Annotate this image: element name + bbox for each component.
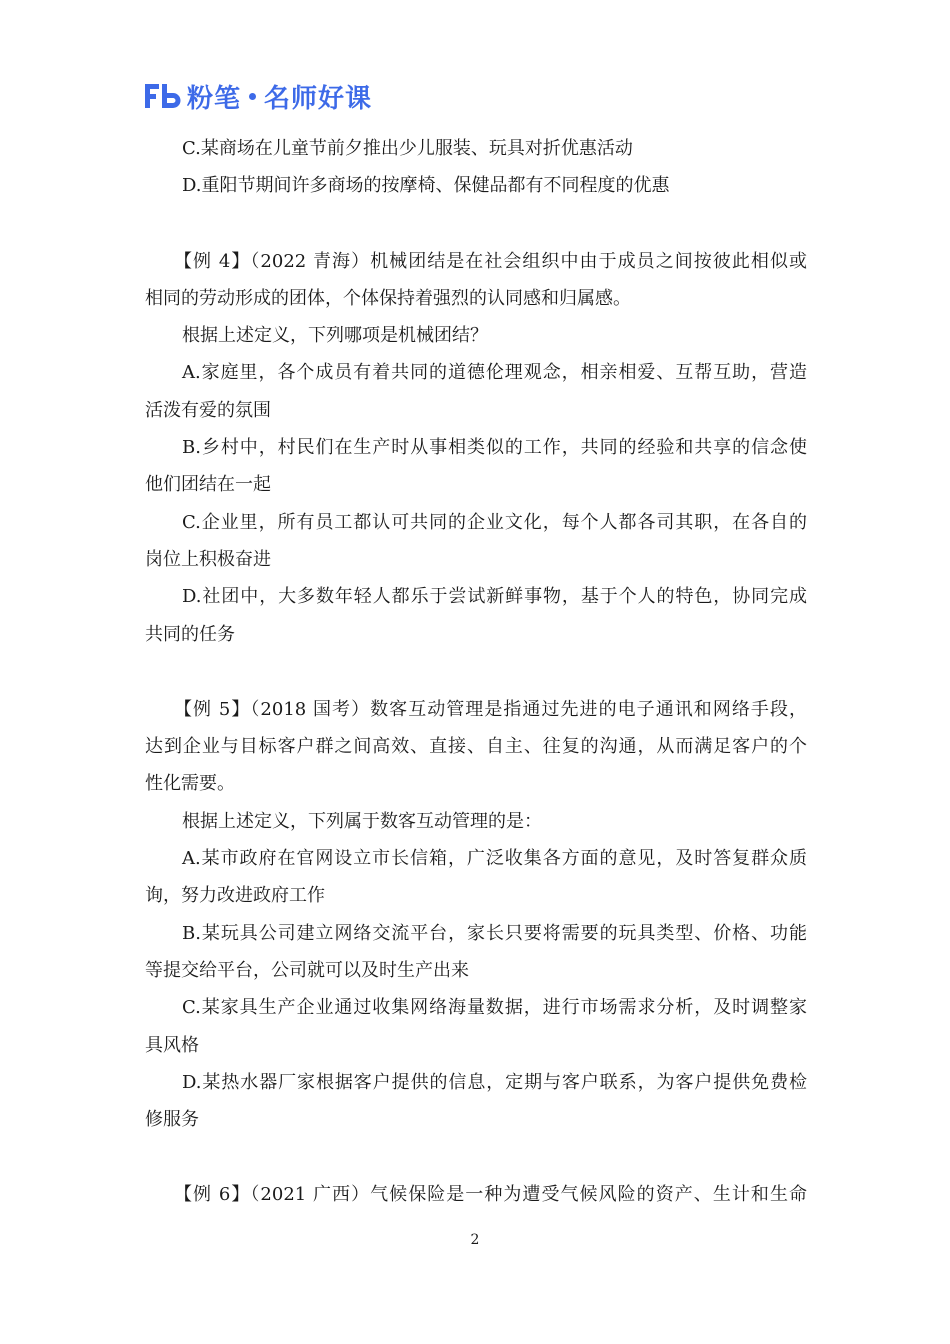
example-4: [145, 243, 807, 653]
example-5-option-d-line-2: 修服务: [145, 1109, 199, 1131]
example-4-option-a-line-2: 活泼有爱的氛围: [145, 399, 271, 421]
example-4-question: 根据上述定义，下列哪项是机械团结？: [182, 325, 488, 347]
example-5-option-d-line-1: D.某热水器厂家根据客户提供的信息，定期与客户联系，为客户提供免费检: [182, 1071, 807, 1093]
example-5-stem-line-3: 性化需要。: [145, 773, 235, 795]
example-4-option-c-line-1: C.企业里，所有员工都认可共同的企业文化，每个人都各司其职，在各自的: [182, 511, 807, 533]
example-4-option-b-line-1: B.乡村中，村民们在生产时从事相类似的工作，共同的经验和共享的信念使: [182, 437, 807, 459]
page-number: 2: [470, 1232, 480, 1248]
prev-option-d: D.重阳节期间许多商场的按摩椅、保健品都有不同程度的优惠: [182, 175, 670, 197]
brand-logo: [143, 80, 372, 112]
example-5-option-b-line-2: 等提交给平台，公司就可以及时生产出来: [145, 959, 469, 981]
brand-slogan: 名师好课: [264, 83, 373, 114]
example-5-option-c-line-1: C.某家具生产企业通过收集网络海量数据，进行市场需求分析，及时调整家: [182, 997, 807, 1019]
example-5-option-b-line-1: B.某玩具公司建立网络交流平台，家长只要将需要的玩具类型、价格、功能: [182, 922, 807, 944]
example-4-option-d-line-1: D.社团中，大多数年轻人都乐于尝试新鲜事物，基于个人的特色，协同完成: [182, 586, 807, 608]
example-5-stem-line-2: 达到企业与目标客户群之间高效、直接、自主、往复的沟通，从而满足客户的个: [145, 736, 807, 758]
example-5: [145, 691, 807, 1139]
example-5-option-a-line-2: 询，努力改进政府工作: [145, 885, 325, 907]
example-6: [145, 1176, 807, 1213]
example-5-option-c-line-2: 具风格: [145, 1034, 199, 1056]
example-5-question: 根据上述定义，下列属于数客互动管理的是：: [182, 810, 542, 832]
example-4-option-a-line-1: A.家庭里，各个成员有着共同的道德伦理观念，相亲相爱、互帮互助，营造: [182, 362, 807, 384]
example-4-option-b-line-2: 他们团结在一起: [145, 474, 271, 496]
prev-option-c: C.某商场在儿童节前夕推出少儿服装、玩具对折优惠活动: [182, 138, 633, 159]
example-4-option-c-line-2: 岗位上积极奋进: [145, 548, 271, 570]
example-6-stem-line-1: 【例 6】（2021 广西）气候保险是一种为遭受气候风险的资产、生计和生命: [174, 1184, 807, 1206]
brand-name: 粉笔: [187, 83, 242, 114]
document-body: [145, 130, 807, 1214]
brand-separator-dot: [249, 93, 256, 100]
example-4-stem-line-1: 【例 4】（2022 青海）机械团结是在社会组织中由于成员之间按彼此相似或: [174, 250, 807, 272]
example-5-stem-line-1: 【例 5】（2018 国考）数客互动管理是指通过先进的电子通讯和网络手段，: [174, 698, 807, 720]
example-4-stem-line-2: 相同的劳动形成的团体，个体保持着强烈的认同感和归属感。: [145, 287, 631, 309]
example-4-option-d-line-2: 共同的任务: [145, 623, 235, 645]
example-5-option-a-line-1: A.某市政府在官网设立市长信箱，广泛收集各方面的意见，及时答复群众质: [182, 848, 807, 870]
fenbi-logo-icon: [143, 81, 183, 111]
